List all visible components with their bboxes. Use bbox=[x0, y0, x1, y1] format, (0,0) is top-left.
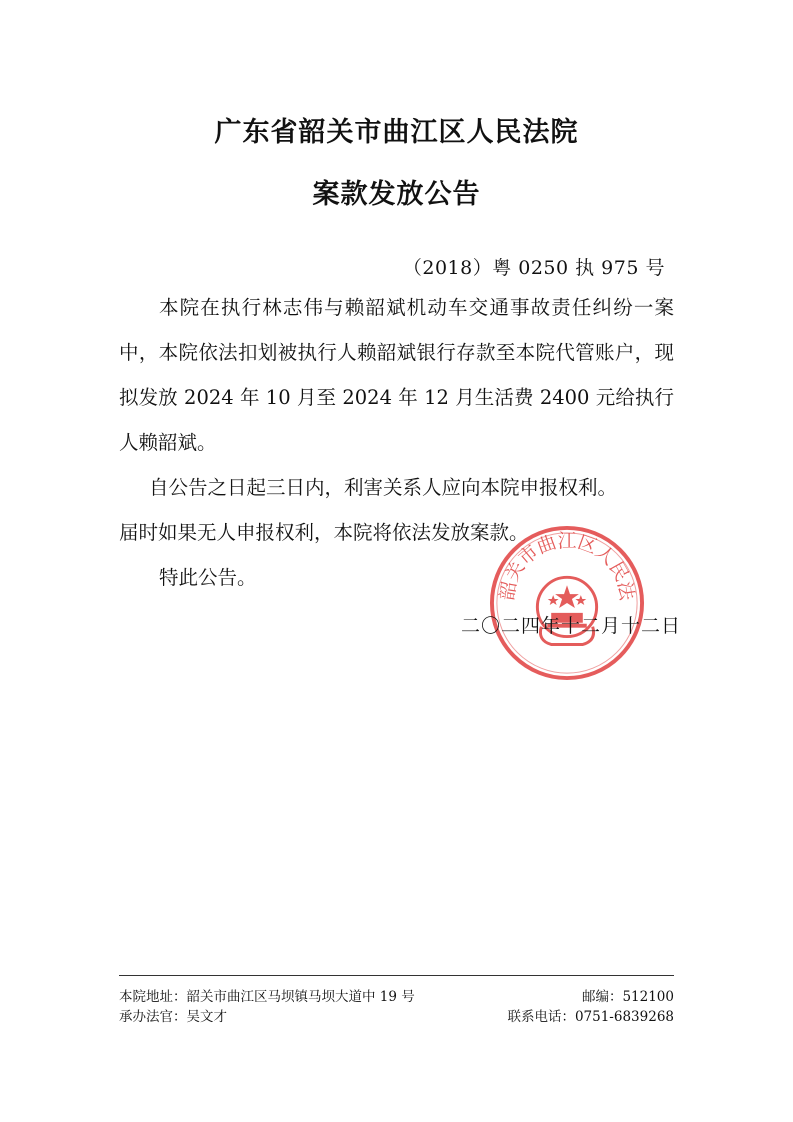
footer-row-address bbox=[119, 985, 674, 1005]
court-address: 本院地址：韶关市曲江区马坝镇马坝大道中 19 号 bbox=[119, 989, 415, 1005]
case-number: （2018）粤 0250 执 975 号 bbox=[402, 257, 665, 279]
seal-text-path: 韶关市曲江区人民法 bbox=[497, 531, 637, 602]
court-postcode: 邮编：512100 bbox=[581, 989, 674, 1005]
body-paragraph-1: 本院在执行林志伟与赖韶斌机动车交通事故责任纠纷一案中，本院依法扣划被执行人赖韶斌银行存款至本院代管账户，现拟发放 2024 年 10 月至 2024 年 12 月生活费 2400 元给执行人赖韶斌。 bbox=[119, 296, 674, 454]
court-seal-icon bbox=[488, 524, 646, 682]
notice-date: 二〇二四年十二月十二日 bbox=[460, 615, 681, 637]
body-paragraph-3: 届时如果无人申报权利，本院将依法发放案款。 bbox=[119, 521, 529, 544]
court-name-heading: 广东省韶关市曲江区人民法院 bbox=[214, 117, 579, 148]
presiding-judge: 承办法官：吴文才 bbox=[119, 1009, 227, 1025]
body-paragraph-2: 自公告之日起三日内，利害关系人应向本院申报权利。 bbox=[149, 476, 618, 499]
body-paragraph-4: 特此公告。 bbox=[159, 566, 257, 589]
contact-phone: 联系电话：0751-6839268 bbox=[507, 1009, 674, 1025]
footer-divider bbox=[119, 975, 674, 976]
footer-row-contact bbox=[119, 1005, 674, 1025]
notice-title: 案款发放公告 bbox=[312, 179, 481, 210]
